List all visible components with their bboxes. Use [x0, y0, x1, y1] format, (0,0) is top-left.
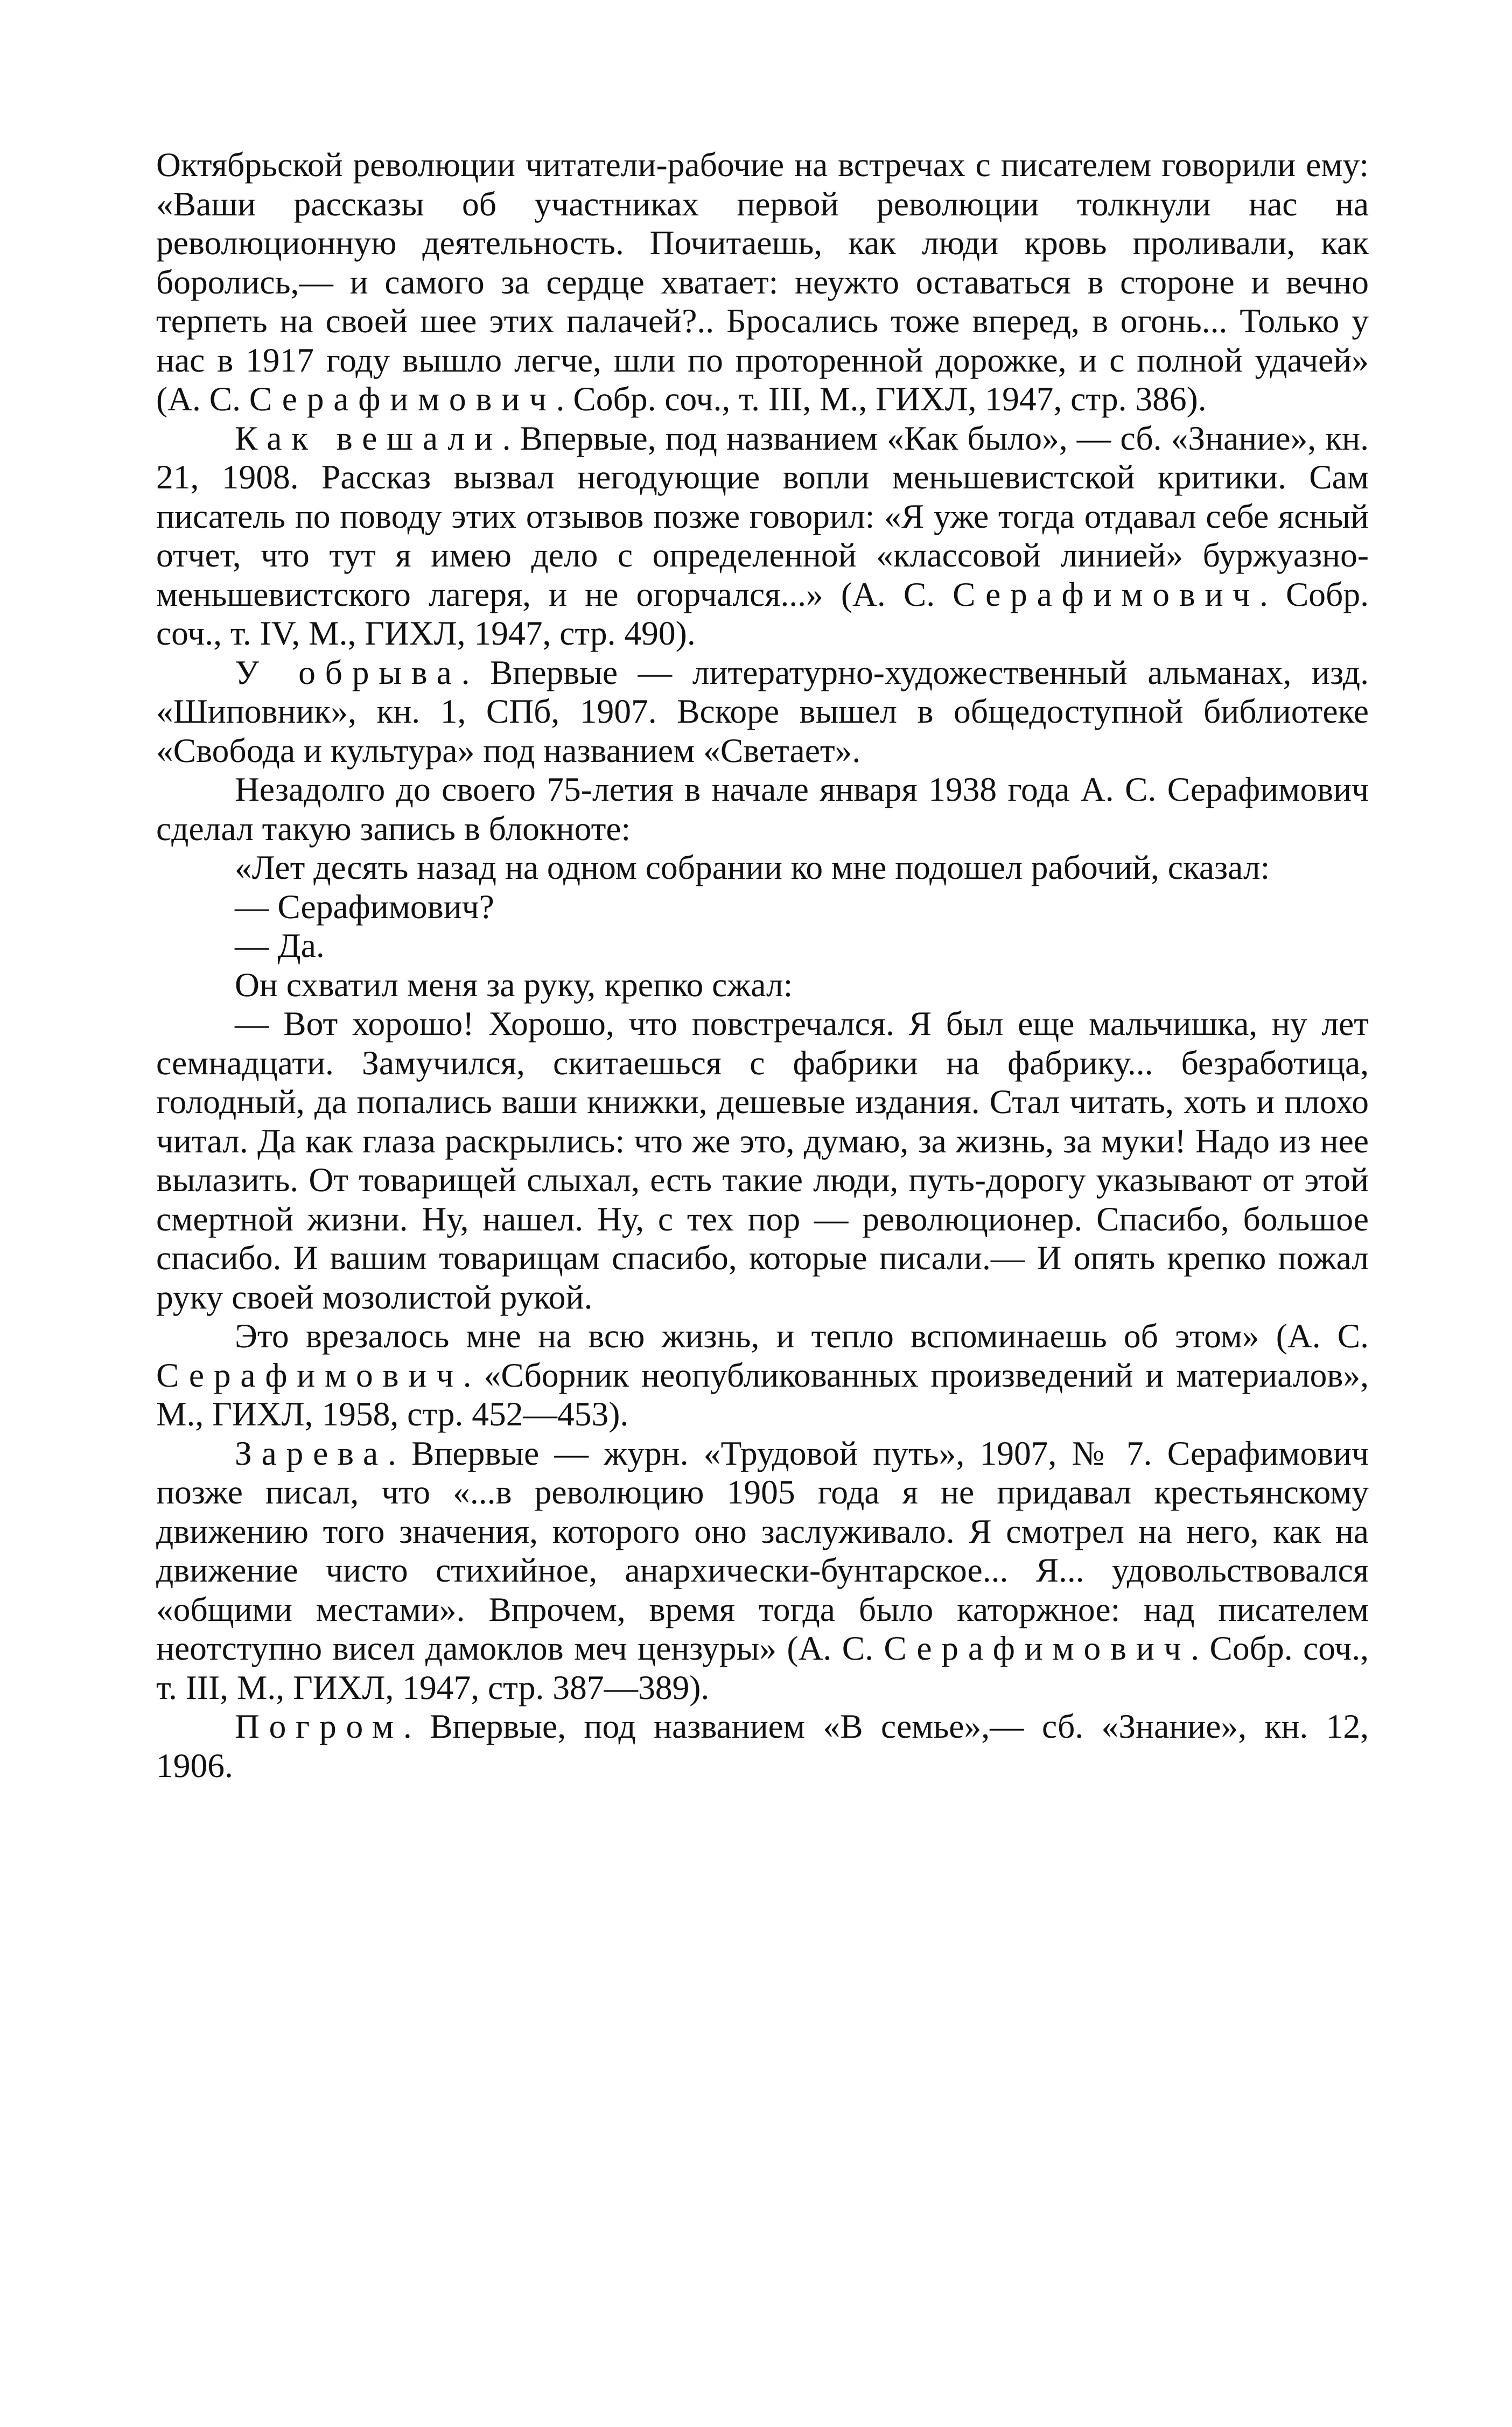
paragraph-dialogue-answer — [156, 926, 1369, 966]
body-text-run: Октябрьской революции читатели-рабочие на встречах с писателем говорили ему: «Ваши рассказы об участниках первой революции толкнули нас на революционную деятельность. Почитаешь, как люди кровь проливали, как боролись,— и самого за сердце хватает: неужто оставаться в стороне и вечно терпеть на своей шее этих палачей?.. Бросались тоже вперед, в огонь... Только у нас в 1917 году вышло легче, шли по проторенной дорожке, и с полной удачей» (А. С. — [156, 145, 1369, 418]
body-text-run: . «Сборник неопубликованных произведений и материалов», М., ГИХЛ, 1958, стр. 452—453). — [156, 1355, 1369, 1433]
body-text-run: . Впервые — литературно-художественный альманах, изд. «Шиповник», кн. 1, СПб, 1907. Вскоре вышел в общедоступной библиотеке «Свобода и культура» под названием «Светает». — [156, 653, 1369, 770]
spaced-title-text: Как вешали — [235, 418, 502, 457]
spaced-title-text: Погром — [235, 1707, 403, 1745]
spaced-title-text: Серафимович — [156, 1355, 463, 1394]
paragraph-handshake — [156, 966, 1369, 1005]
body-text-run: . Собр. соч., т. IV, М., ГИХЛ, 1947, стр. 490). — [156, 575, 1369, 652]
paragraph-dialogue-question — [156, 887, 1369, 927]
paragraph-notebook-intro — [156, 770, 1369, 848]
body-text-run: . Впервые — журн. «Трудовой путь», 1907, № 7. Серафимович позже писал, что «...в революцию 1905 года я не придавал крестьянскому движению того значения, которого оно заслуживало. Я смотрел на него, как на движение чисто стихийное, анархически-бунтарское... Я... удовольствовался «общими местами». Впрочем, время тогда было каторжное: над писателем неотступно висел дамоклов меч цензуры» (А. С. — [156, 1433, 1369, 1667]
body-text-run: — Серафимович? — [235, 887, 494, 926]
paragraph-quote-end — [156, 1317, 1369, 1434]
body-text-run: Незадолго до своего 75-летия в начале января 1938 года А. С. Серафимович сделал такую запись в блокноте: — [156, 770, 1369, 848]
body-text-run: . Впервые, под названием «Как было», — сб. «Знание», кн. 21, 1908. Рассказ вызвал негодующие вопли меньшевистской критики. Сам писатель по поводу этих отзывов позже говорил: «Я уже тогда отдавал себе ясный отчет, что тут я имею дело с определенной «классовой линией» буржуазно-меньшевистского лагеря, и не огорчался...» (А. С. — [156, 418, 1369, 613]
paragraph-u-obryva — [156, 653, 1369, 771]
paragraph-zareva — [156, 1434, 1369, 1708]
body-text-run: . Впервые, под названием «В семье»,— сб. «Знание», кн. 12, 1906. — [156, 1707, 1369, 1785]
spaced-title-text: У обрыва — [235, 653, 461, 691]
body-text-run: . Собр. соч., т. III, М., ГИХЛ, 1947, стр. 386). — [556, 380, 1207, 418]
spaced-title-text: Зарева — [235, 1433, 388, 1472]
body-text-run: Он схватил меня за руку, крепко сжал: — [235, 965, 793, 1004]
paragraph-pogrom — [156, 1707, 1369, 1785]
paragraph-quote-start — [156, 848, 1369, 887]
spaced-title-text: Серафимович — [953, 575, 1259, 613]
paragraph-readers-workers — [156, 145, 1369, 419]
spaced-title-text: Серафимович — [249, 380, 556, 418]
spaced-title-text: Серафимович — [884, 1629, 1191, 1667]
paragraph-kak-veshali — [156, 419, 1369, 653]
body-text-run: «Лет десять назад на одном собрании ко мне подошел рабочий, сказал: — [235, 848, 1270, 886]
book-page-text — [156, 145, 1369, 1785]
paragraph-worker-speech — [156, 1004, 1369, 1317]
body-text-run: — Вот хорошо! Хорошо, что повстречался. Я был еще мальчишка, ну лет семнадцати. Замучился, скитаешься с фабрики на фабрику... безработица, голодный, да попались ваши книжки, дешевые издания. Стал читать, хоть и плохо читал. Да как глаза раскрылись: что же это, думаю, за жизнь, за муки! Надо из нее вылазить. От товарищей слыхал, есть такие люди, путь-дорогу указывают от этой смертной жизни. Ну, нашел. Ну, с тех пор — революционер. Спасибо, большое спасибо. И вашим товарищам спасибо, которые писали.— И опять крепко пожал руку своей мозолистой рукой. — [156, 1004, 1369, 1316]
body-text-run: — Да. — [235, 926, 325, 964]
body-text-run: . Собр. соч., т. III, М., ГИХЛ, 1947, стр. 387—389). — [156, 1629, 1369, 1706]
body-text-run: Это врезалось мне на всю жизнь, и тепло вспоминаешь об этом» (А. С. — [235, 1317, 1369, 1355]
